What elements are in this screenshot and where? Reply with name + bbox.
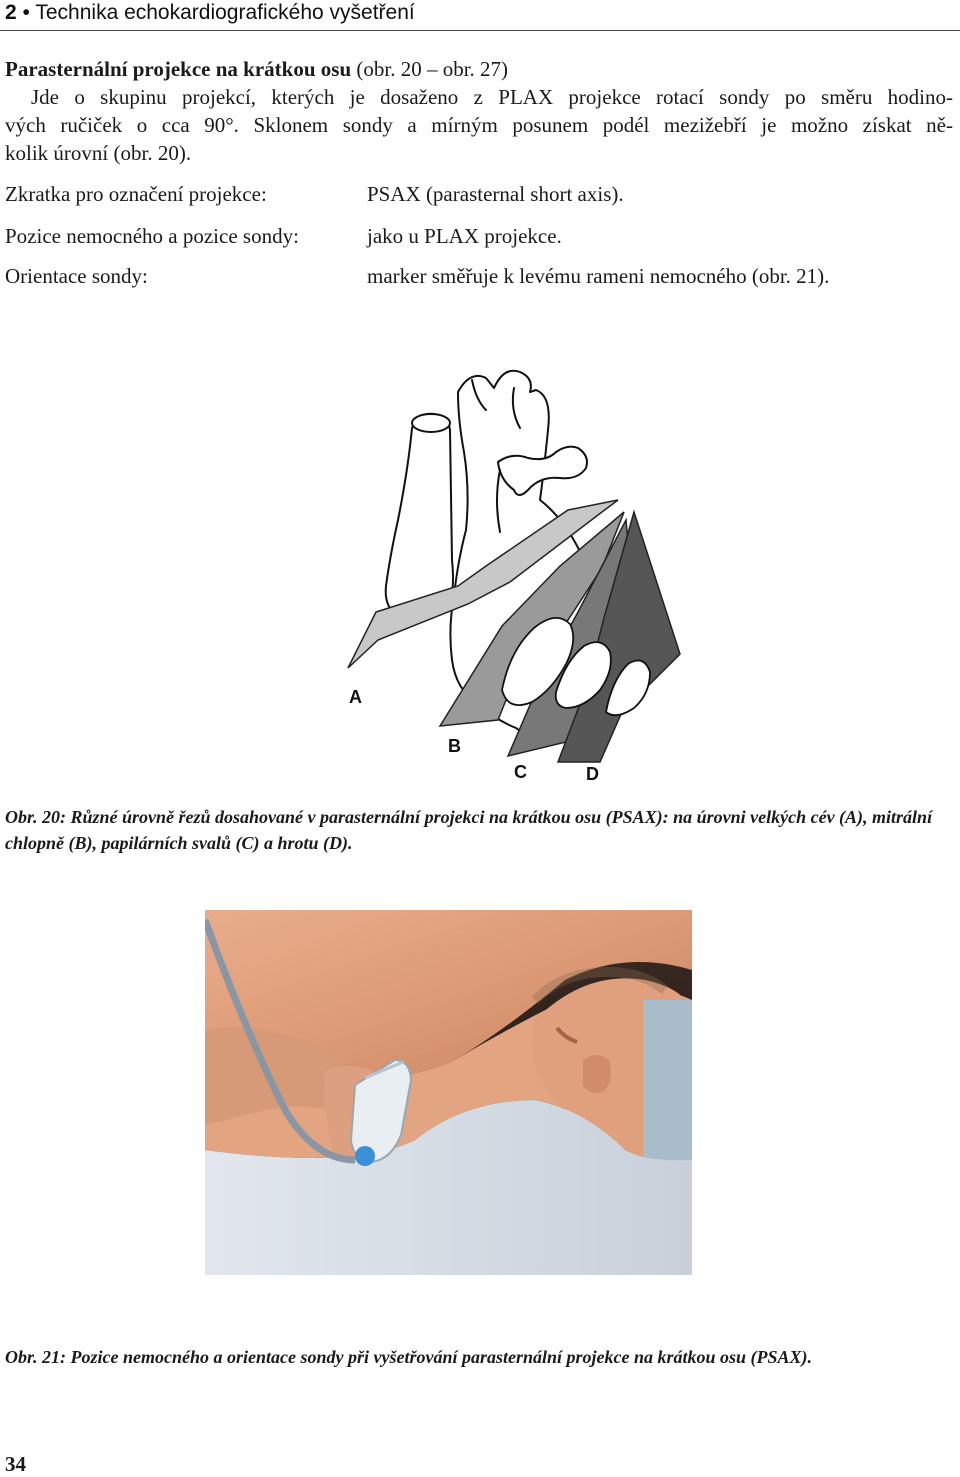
chapter-bullet: • <box>22 1 30 24</box>
figure-20-caption: Obr. 20: Různé úrovně řezů dosahované v parasternální projekci na krátkou osu (PSAX): na úrovni velkých cév (A), mitrální chlopně (B), papilárních svalů (C) a hrotu (D). <box>5 807 933 853</box>
slice-label-d: D <box>586 764 599 784</box>
spec-value: jako u PLAX projekce. <box>367 224 562 248</box>
paragraph-line: kolik úrovní (obr. 20). <box>5 141 192 165</box>
section-title <box>5 55 508 83</box>
slice-label-a: A <box>349 687 362 707</box>
paragraph-line: vých ručiček o cca 90°. Sklonem sondy a mírným posunem podél mezižebří je možno získat ně- <box>5 113 953 137</box>
chapter-title: Technika echokardiografického vyšetření <box>35 1 415 24</box>
section-title-text: Parasternální projekce na krátkou osu <box>5 57 352 81</box>
vena-cava-outline <box>386 414 453 618</box>
eye-censor-bar <box>643 1000 692 1176</box>
spec-label: Zkratka pro označení projekce: <box>5 182 267 206</box>
patient-probe-photo <box>205 910 692 1275</box>
paragraph-line: Jde o skupinu projekcí, kterých je dosaženo z PLAX projekce rotací sondy po směru hodino- <box>31 85 953 109</box>
spec-label: Pozice nemocného a pozice sondy: <box>5 224 299 248</box>
figure-21-caption: Obr. 21: Pozice nemocného a orientace sondy při vyšetřování parasternální projekce na krátkou osu (PSAX). <box>5 1347 813 1367</box>
slice-label-b: B <box>448 736 461 756</box>
spec-value: marker směřuje k levému rameni nemocného (obr. 21). <box>367 264 830 288</box>
heart-slices-illustration <box>340 360 690 790</box>
page-number: 34 <box>5 1452 26 1476</box>
chapter-number: 2 <box>5 1 17 24</box>
spec-value: PSAX (parasternal short axis). <box>367 182 624 206</box>
spec-label: Orientace sondy: <box>5 264 148 288</box>
header-rule <box>0 30 960 31</box>
body-paragraph <box>5 83 953 167</box>
vena-cava-opening <box>412 414 450 432</box>
slice-label-c: C <box>514 762 527 782</box>
running-header <box>5 1 415 25</box>
section-figure-ref: (obr. 20 – obr. 27) <box>356 57 509 81</box>
